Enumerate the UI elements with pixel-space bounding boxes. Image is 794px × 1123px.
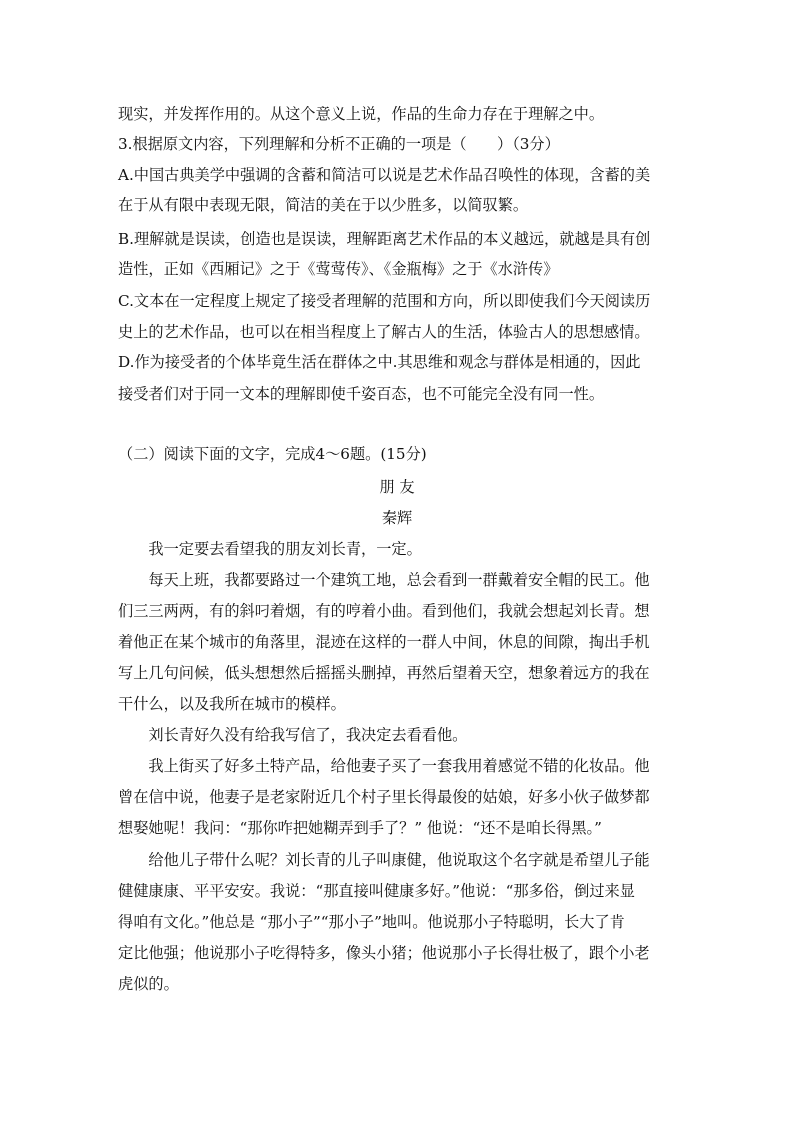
paragraph-line: 定比他强；他说那小子吃得特多，像头小猪；他说那小子长得壮极了，跟个小老	[118, 944, 650, 962]
option-c-line: 史上的艺术作品，也可以在相当程度上了解古人的生活，体验古人的思想感情。	[118, 323, 650, 341]
option-b-line: B.理解就是误读，创造也是误读，理解距离艺术作品的本义越远，就越是具有创	[118, 230, 651, 248]
paragraph-line: 想娶她呢！我问：“那你咋把她糊弄到手了？” 他说：“还不是咱长得黑。”	[118, 819, 602, 837]
option-a-line: A.中国古典美学中强调的含蓄和简洁可以说是艺术作品召唤性的体现，含蓄的美	[118, 166, 651, 184]
paragraph-line: 写上几句问候，低头想想然后摇摇头删掉，再然后望着天空，想象着远方的我在	[118, 664, 650, 682]
paragraph-line: 虎似的。	[118, 975, 179, 993]
paragraph-line: 干什么，以及我所在城市的模样。	[118, 695, 346, 713]
article-title: 朋 友	[379, 478, 415, 496]
paragraph-line: 刘长青好久没有给我写信了，我决定去看看他。	[118, 726, 468, 744]
paragraph-line: 我上街买了好多土特产品，给他妻子买了一套我用着感觉不错的化妆品。他	[118, 757, 650, 775]
option-d-line: 接受者们对于同一文本的理解即使千姿百态，也不可能完全没有同一性。	[118, 385, 604, 403]
option-d-line: D.作为接受者的个体毕竟生活在群体之中.其思维和观念与群体是相通的，因此	[118, 353, 641, 371]
paragraph-line: 健健康康、平平安安。我说：“那直接叫健康多好。”他说：“那多俗，倒过来显	[118, 882, 635, 900]
section-heading: （二）阅读下面的文字，完成4～6题。(15分)	[118, 445, 427, 463]
paragraph-line: 曾在信中说，他妻子是老家附近几个村子里长得最俊的姑娘，好多小伙子做梦都	[118, 788, 650, 806]
paragraph-line: 得咱有文化。”他总是 “那小子”“那小子”地叫。他说那小子特聪明，长大了肯	[118, 913, 625, 931]
paragraph-line: 们三三两两，有的斜叼着烟，有的哼着小曲。看到他们，我就会想起刘长青。想	[118, 602, 650, 620]
option-b-line: 造性，正如《西厢记》之于《莺莺传》、《金瓶梅》之于《水浒传》	[118, 260, 559, 278]
paragraph-line: 每天上班，我都要路过一个建筑工地，总会看到一群戴着安全帽的民工。他	[118, 571, 650, 589]
paragraph-line: 给他儿子带什么呢？刘长青的儿子叫康健，他说取这个名字就是希望儿子能	[118, 851, 650, 869]
question-3-stem: 3.根据原文内容，下列理解和分析不正确的一项是（ ）（3分）	[118, 135, 560, 153]
option-a-line: 在于从有限中表现无限，简洁的美在于以少胜多，以简驭繁。	[118, 196, 529, 214]
article-author: 秦辉	[381, 509, 413, 527]
paragraph-line: 我一定要去看望我的朋友刘长青，一定。	[118, 540, 422, 558]
text-line: 现实，并发挥作用的。从这个意义上说，作品的生命力存在于理解之中。	[118, 105, 604, 123]
option-c-line: C.文本在一定程度上规定了接受者理解的范围和方向，所以即使我们今天阅读历	[118, 292, 651, 310]
paragraph-line: 着他正在某个城市的角落里，混迹在这样的一群人中间，休息的间隙，掏出手机	[118, 633, 650, 651]
